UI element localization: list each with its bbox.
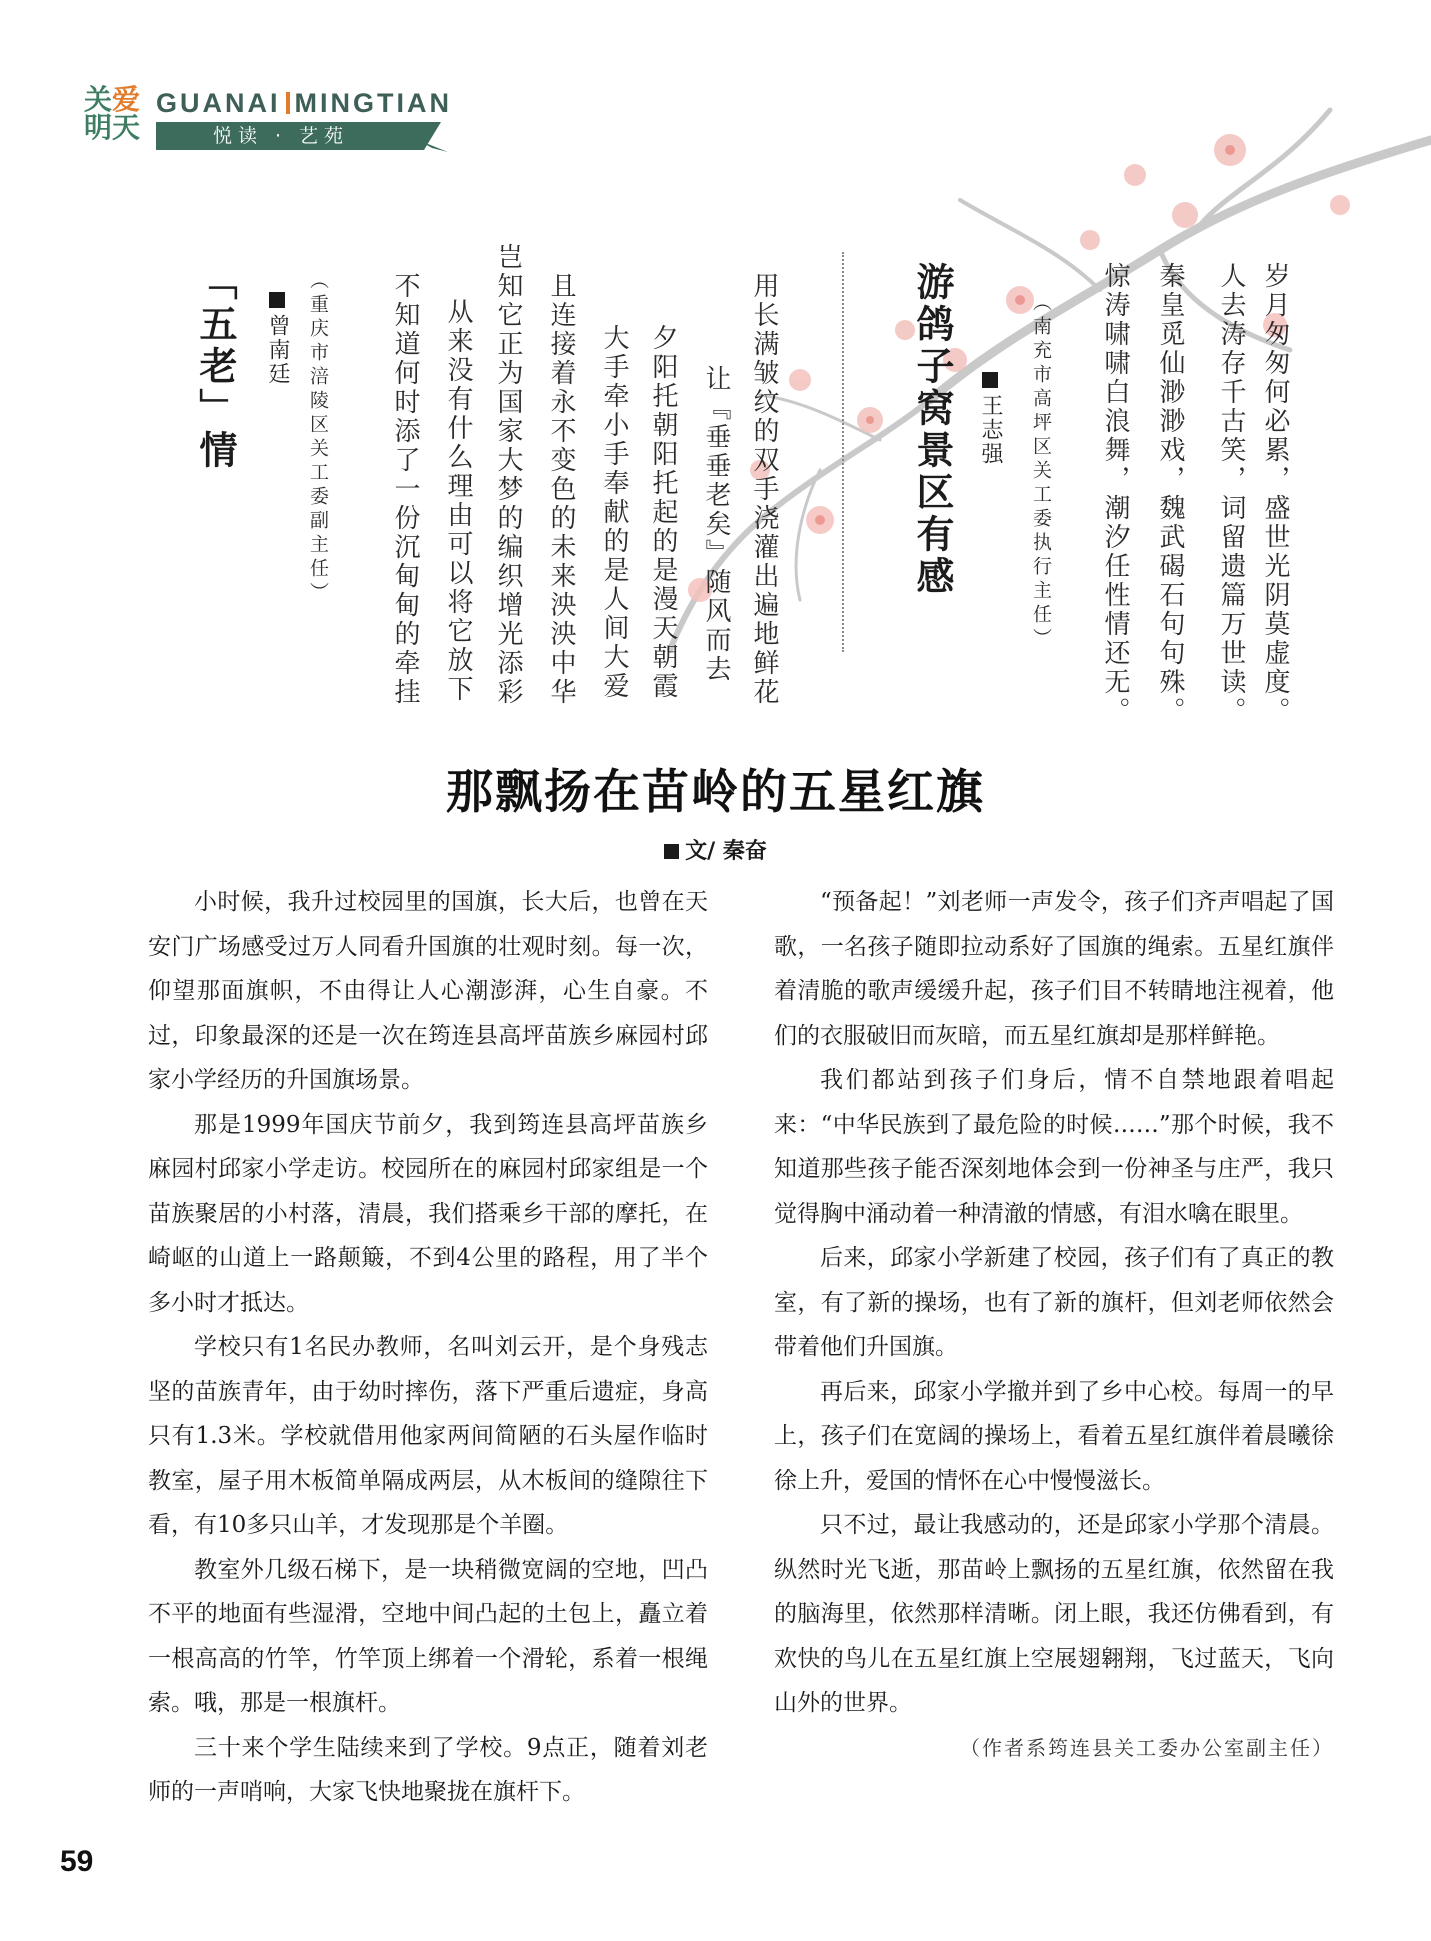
- poem-2-author-name: 曾南廷: [265, 314, 290, 386]
- article-paragraph: 再后来，邱家小学撤并到了乡中心校。每周一的早上，孩子们在宽阔的操场上，看着五星红旗伴着晨曦徐徐上升，爱国的情怀在心中慢慢滋长。: [774, 1378, 1334, 1494]
- section-tag-label: 悦读 · 艺苑: [212, 125, 350, 147]
- poem-2-line: 用长满皱纹的双手浇灌出遍地鲜花: [749, 272, 779, 707]
- author-marker: [982, 372, 998, 388]
- poem-2-line: 岂知它正为国家大梦的编织增光添彩: [493, 243, 523, 707]
- logo-char: 爱: [112, 83, 141, 116]
- article-paragraph: 小时候，我升过校园里的国旗，长大后，也曾在天安门广场感受过万人同看升国旗的壮观时刻。每一次，仰望那面旗帜，不由得让人心潮澎湃，心生自豪。不过，印象最深的还是一次在筠连县高坪苗族乡麻园村邱家小学经历的升国旗场景。: [148, 889, 708, 1093]
- poem-2-line: 夕阳托朝阳托起的是漫天朝霞: [648, 324, 678, 701]
- poem-2-title-part1: 「五老」: [193, 262, 238, 430]
- byline-text: 文/ 秦奋: [685, 839, 767, 864]
- article-paragraph: 那是1999年国庆节前夕，我到筠连县高坪苗族乡麻园村邱家小学走访。校园所在的麻园村邱家组是一个苗族聚居的小村落，清晨，我们搭乘乡干部的摩托，在崎岖的山道上一路颠簸，不到4公里的路程，用了半个多小时才抵达。: [148, 1111, 708, 1316]
- logo-separator: [286, 92, 290, 114]
- author-marker: [269, 292, 285, 308]
- poem-1-line: 人去涛存千古笑，词留遗篇万世读。: [1216, 262, 1246, 726]
- poem-1-author-name: 王志强: [978, 394, 1003, 466]
- section-tag: [156, 122, 456, 152]
- poem-1-line: 秦皇觅仙渺渺戏，魏武碣石句句殊。: [1155, 262, 1185, 726]
- poem-2-line: 从来没有什么理由可以将它放下: [443, 298, 473, 704]
- logo-char: 关: [84, 83, 113, 116]
- logo-english: [156, 88, 452, 119]
- logo-en-right: MINGTIAN: [294, 88, 452, 118]
- poem-divider: [842, 252, 844, 652]
- magazine-header: [84, 83, 484, 156]
- logo-en-left: GUANAI: [156, 88, 281, 118]
- article-byline: [0, 834, 1431, 865]
- logo-chinese: [84, 83, 144, 144]
- poem-2-line: 让『垂垂老矣』随风而去: [701, 365, 731, 684]
- byline-marker: [664, 844, 679, 859]
- article-paragraph: 我们都站到孩子们身后，情不自禁地跟着唱起来：“中华民族到了最危险的时候……”那个时候，我不知道那些孩子能否深刻地体会到一份神圣与庄严，我只觉得胸中涌动着一种清澈的情感，有泪水噙在眼里。: [774, 1067, 1334, 1227]
- poem-1-author: [975, 372, 1006, 466]
- poem-2-affiliation: （重庆市涪陵区关工委副主任）: [307, 270, 329, 606]
- poem-2-line: 大手牵小手奉献的是人间大爱: [599, 324, 629, 701]
- article-paragraph: “预备起！”刘老师一声发令，孩子们齐声唱起了国歌，一名孩子随即拉动系好了国旗的绳索。五星红旗伴着清脆的歌声缓缓升起，孩子们目不转睛地注视着，他们的衣服破旧而灰暗，而五星红旗却是那样鲜艳。: [774, 889, 1334, 1049]
- poem-1-affiliation: （南充市高坪区关工委执行主任）: [1030, 292, 1052, 652]
- article-paragraph: 只不过，最让我感动的，还是邱家小学那个清晨。纵然时光飞逝，那苗岭上飘扬的五星红旗，依然留在我的脑海里，依然那样清晰。闭上眼，我还仿佛看到，有欢快的鸟儿在五星红旗上空展翅翱翔，飞过蓝天，飞向山外的世界。: [774, 1512, 1334, 1716]
- article-title: 那飘扬在苗岭的五星红旗: [446, 765, 985, 820]
- article-column-left: [148, 880, 708, 1815]
- logo-char: 明: [84, 111, 113, 144]
- poem-2-title: [188, 262, 243, 472]
- poem-1-title: 游鸽子窝景区有感: [910, 262, 955, 598]
- poem-2-line: 不知道何时添了一份沉甸甸的牵挂: [390, 272, 420, 707]
- author-note: （作者系筠连县关工委办公室副主任）: [960, 1735, 1334, 1760]
- poem-2-author: [262, 292, 293, 386]
- article-paragraph: 后来，邱家小学新建了校园，孩子们有了真正的教室，有了新的操场，也有了新的旗杆，但刘老师依然会带着他们升国旗。: [774, 1245, 1334, 1360]
- article-paragraph: 三十来个学生陆续来到了学校。9点正，随着刘老师的一声哨响，大家飞快地聚拢在旗杆下。: [148, 1734, 708, 1805]
- article-paragraph: 教室外几级石梯下，是一块稍微宽阔的空地，凹凸不平的地面有些湿滑，空地中间凸起的土包上，矗立着一根高高的竹竿，竹竿顶上绑着一个滑轮，系着一根绳索。哦，那是一根旗杆。: [148, 1556, 708, 1716]
- poem-1-line: 惊涛啸啸白浪舞，潮汐任性情还无。: [1100, 262, 1130, 726]
- poem-1-line: 岁月匆匆何必累，盛世光阴莫虚度。: [1260, 262, 1290, 726]
- poem-2-title-part2: 情: [193, 430, 238, 472]
- article-paragraph: 学校只有1名民办教师，名叫刘云开，是个身残志坚的苗族青年，由于幼时摔伤，落下严重后遗症，身高只有1.3米。学校就借用他家两间简陋的石头屋作临时教室，屋子用木板简单隔成两层，从木板间的缝隙往下看，有10多只山羊，才发现那是个羊圈。: [148, 1334, 708, 1538]
- article-column-right: [774, 880, 1334, 1770]
- logo-char: 天: [112, 111, 141, 144]
- poem-2-line: 且连接着永不变色的未来泱泱中华: [546, 272, 576, 707]
- page-number: 59: [60, 1845, 94, 1878]
